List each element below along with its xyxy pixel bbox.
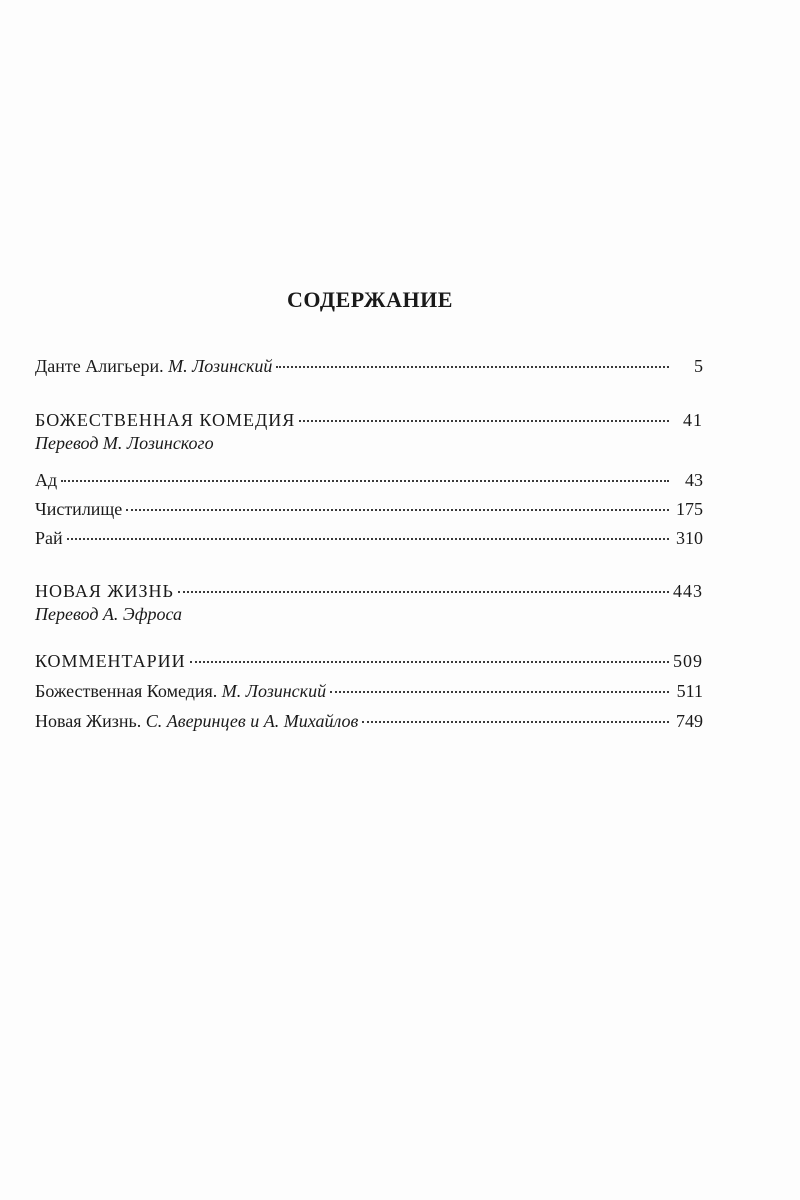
toc-page-number: 41 <box>683 410 703 430</box>
toc-entry-author: М. Лозинский <box>168 356 273 376</box>
page-title: СОДЕРЖАНИЕ <box>287 287 453 312</box>
dot-leader <box>276 366 669 368</box>
dot-leader <box>330 691 669 693</box>
toc-entry-label: Божественная Комедия. <box>35 681 218 701</box>
toc-entry-subtitle: Перевод М. Лозинского <box>35 433 214 453</box>
toc-entry-author: С. Аверинцев и А. Михайлов <box>145 711 359 731</box>
toc-entry <box>35 354 703 378</box>
toc-entry-label: Новая Жизнь. <box>35 711 142 731</box>
table-of-contents <box>35 354 703 733</box>
toc-entry <box>35 497 703 521</box>
toc-page-number: 749 <box>676 711 703 731</box>
dot-leader <box>67 538 669 540</box>
toc-entry-label: БОЖЕСТВЕННАЯ КОМЕДИЯ <box>35 410 296 430</box>
toc-page-number: 5 <box>694 356 703 376</box>
toc-page-number: 443 <box>673 581 703 601</box>
toc-entry-label: НОВАЯ ЖИЗНЬ <box>35 581 174 601</box>
toc-entry <box>35 709 703 733</box>
toc-entry-title <box>35 709 358 733</box>
dot-leader <box>126 509 669 511</box>
toc-page-number: 43 <box>685 470 703 490</box>
dot-leader <box>178 591 669 593</box>
toc-entry-label: КОММЕНТАРИИ <box>35 651 186 671</box>
toc-entry-label: Ад <box>35 470 58 490</box>
toc-entry-title <box>35 354 272 378</box>
toc-entry <box>35 679 703 703</box>
toc-entry <box>35 579 703 603</box>
toc-page-number: 310 <box>676 528 703 548</box>
toc-entry <box>35 408 703 432</box>
dot-leader <box>61 480 669 482</box>
toc-entry <box>35 526 703 550</box>
toc-entry-label: Данте Алигьери. <box>35 356 164 376</box>
toc-page-number: 175 <box>676 499 703 519</box>
toc-entry-title <box>35 679 326 703</box>
dot-leader <box>362 721 669 723</box>
toc-entry-label: Рай <box>35 528 63 548</box>
toc-entry-label: Чистилище <box>35 499 123 519</box>
toc-page-number: 511 <box>676 681 703 701</box>
toc-entry <box>35 649 703 673</box>
toc-entry <box>35 468 703 492</box>
toc-entry-subtitle: Перевод А. Эфроса <box>35 604 183 624</box>
toc-page-number: 509 <box>673 651 703 671</box>
toc-entry-author: М. Лозинский <box>221 681 327 701</box>
dot-leader <box>190 661 669 663</box>
dot-leader <box>299 420 669 422</box>
